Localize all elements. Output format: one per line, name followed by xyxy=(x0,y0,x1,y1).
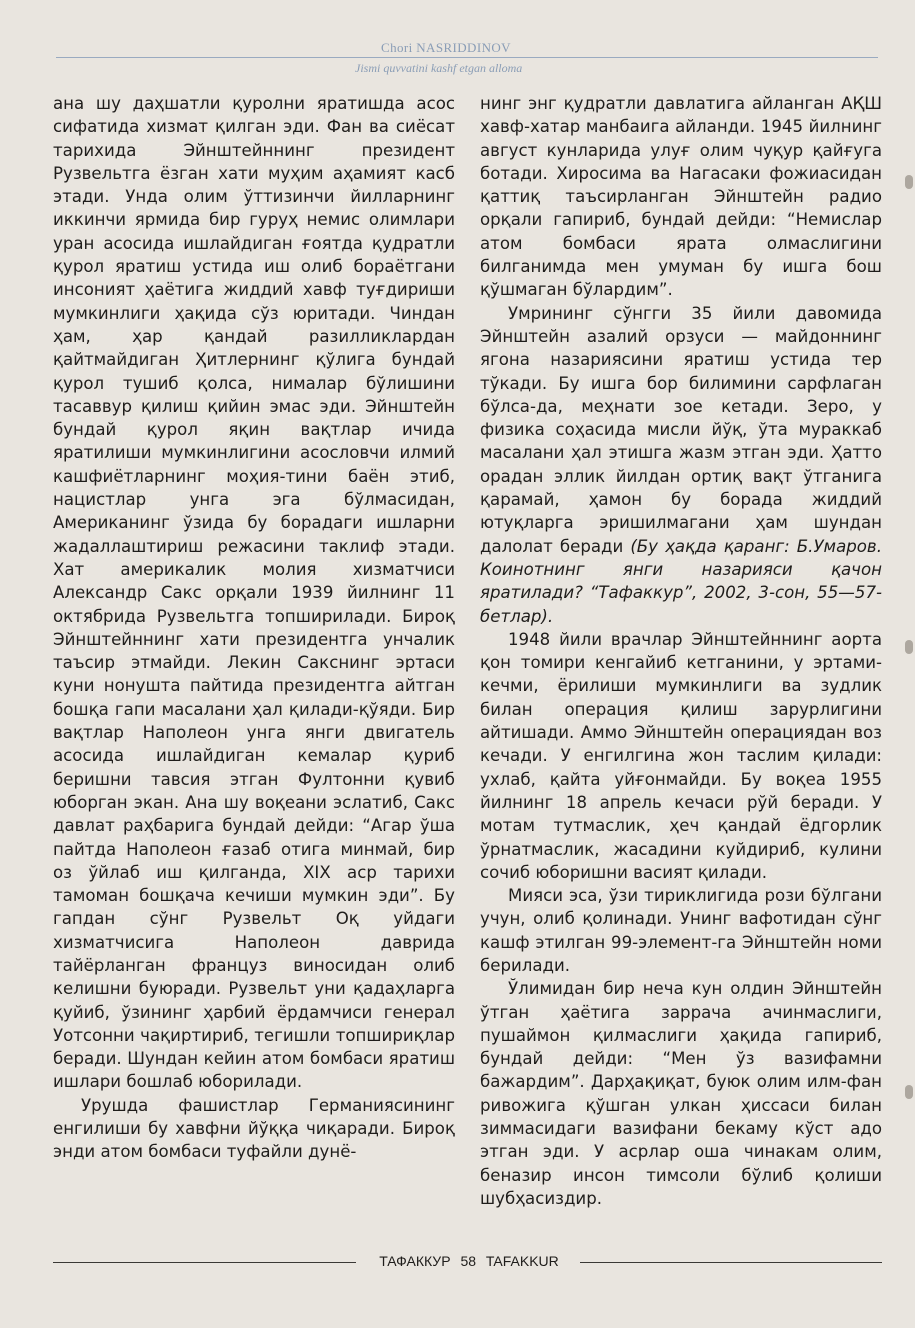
left-column xyxy=(53,92,455,1164)
header-subtitle: Jismi quvvatini kashf etgan alloma xyxy=(355,61,523,75)
paragraph: Урушда фашистлар Германиясининг енгилиши бу хавфни йўққа чиқаради. Бироқ энди атом бомбаси туфайли дунё- xyxy=(53,1095,455,1162)
running-header xyxy=(0,0,915,90)
paragraph-text: Умрининг сўнгги 35 йили давомида Эйнштейн азалий орзуси — майдоннинг ягона назариясини яратиш устида тер тўкади. Бу ишга бор билимини сарфлаган бўлса-да, меҳнати зое кетади. Зеро, у физика соҳасида мисли йўқ, ўта мураккаб масалани ҳал этишга жазм этган эди. Ҳатто орадан эллик йилдан ортиқ вақт ўтганига қарамай, ҳамон бу борада жиддий ютуқларга эришилмагани ҳам шундан далолат беради xyxy=(480,303,882,556)
punch-hole-mark xyxy=(905,1085,913,1099)
reference-citation: (Бу ҳақда қаранг: Б.Умаров. Коинотнинг янги назарияси қачон яратилади? “Тафаккур”, 2002, 3-сон, 55—57-бетлар). xyxy=(480,536,882,626)
header-rule xyxy=(56,57,878,58)
header-author: Chori NASRIDDINOV xyxy=(381,40,511,55)
page-number: 58 xyxy=(460,1253,477,1269)
footer-label xyxy=(364,1253,574,1269)
punch-hole-mark xyxy=(905,640,913,654)
footer-rule-right xyxy=(580,1262,882,1263)
paragraph: Мияси эса, ўзи тириклигида рози бўлгани учун, олиб қолинади. Унинг вафотидан сўнг кашф этилган 99-элемент-га Эйнштейн номи берилади. xyxy=(480,886,882,975)
paragraph: ана шу даҳшатли қуролни яратишда асос сифатида хизмат қилган эди. Фан ва сиёсат тарихида Эйнштейннинг президент Рузвельтга ёзган хати муҳим аҳамият касб этади. Унда олим ўттизинчи йилларнинг иккинчи ярмида бир гуруҳ немис олимлари уран асосида ишлайдиган ғоятда қудратли қурол яратиш устида иш олиб бораётгани инсоният ҳаётига жиддий хавф туғдириши мумкинлиги ҳақида сўз юритади. Чиндан ҳам, ҳар қандай разилликлардан қайтмайдиган Ҳитлернинг қўлига бундай қурол тушиб қолса, нималар бўлишини тасаввур қилиш қийин эмас эди. Эйнштейн бундай қурол яқин вақтлар ичида яратилиши мумкинлигини асословчи илмий кашфиётларнинг моҳия-тини баён этиб, нацистлар унга эга бўлмасидан, Американинг ўзида бу борадаги ишларни жадаллаштириш режасини таклиф этади. Хат америкалик молия хизматчиси Александр Сакс орқали 1939 йилнинг 11 октябрида Рузвельтга топширилади. Бироқ Эйнштейннинг хати президентга унчалик таъсир этмайди. Лекин Сакснинг эртаси куни нонушта пайтида президентга айтган бошқа гапи масалани ҳал қилади-қўяди. Бир вақтлар Наполеон унга янги двигатель асосида ишлайдиган кемалар қуриб беришни тавсия этган Фултонни қувиб юборган экан. Ана шу воқеани эслатиб, Сакс давлат раҳбарига бундай дейди: “Агар ўша пайтда Наполеон ғазаб отига минмай, бир оз ўйлаб иш қилганда, XIX аср тарихи тамоман бошқача кечиши мумкин эди”. Бу гапдан сўнг Рузвельт Оқ уйдаги хизматчисига Наполеон даврида тайёрланган француз виносидан олиб келишни буюради. Рузвельт уни қадаҳларга қуйиб, ўзининг ҳарбий ёрдамчиси генерал Уотсонни чақиртириб, тегишли топшириқлар беради. Шундан кейин атом бомбаси яратиш ишлари бошлаб юборилади. xyxy=(53,94,455,1092)
footer-journal-latin: TAFAKKUR xyxy=(485,1253,559,1269)
right-column xyxy=(480,92,882,1210)
page-footer xyxy=(0,1250,915,1274)
paragraph xyxy=(480,302,882,628)
footer-journal-cyrillic: ТАФАККУР xyxy=(379,1253,451,1269)
paragraph: нинг энг қудратли давлатига айланган АҚШ хавф-хатар манбаига айланди. 1945 йилнинг август кунларида улуғ олим чуқур қайғуга ботади. Хиросима ва Нагасаки фожиасидан қаттиқ таъсирланган Эйнштейн радио орқали гапириб, бундай дейди: “Немислар атом бомбаси ярата олмаслигини билганимда мен умуман бу ишга бош қўшмаган бўлардим”. xyxy=(480,94,882,300)
footer-rule-left xyxy=(53,1262,356,1263)
paragraph: 1948 йили врачлар Эйнштейннинг аорта қон томири кенгайиб кетганини, у эртами-кечми, ёрилиши мумкинлиги ва зудлик билан операция қилиш зарурлигини айтишади. Аммо Эйнштейн операциядан воз кечади. У енгилгина жон таслим қилади: ухлаб, қайта уйғонмайди. Бу воқеа 1955 йилнинг 18 апрель кечаси рўй беради. У мотам тутмаслик, ҳеч қандай ёдгорлик ўрнатмаслик, жасадини куйдириб, кулини сочиб юборишни васият қилади. xyxy=(480,629,882,882)
paragraph: Ўлимидан бир неча кун олдин Эйнштейн ўтган ҳаётига заррача ачинмаслиги, пушаймон қилмаслиги ҳақида гапириб, бундай дейди: “Мен ўз вазифамни бажардим”. Дарҳақиқат, буюк олим илм-фан ривожига қўшган улкан ҳиссаси билан зиммасидаги вазифани бекаму кўст адо этган эди. У асрлар оша чинакам олим, беназир инсон тимсоли бўлиб қолиши шубҳасиздир. xyxy=(480,979,882,1208)
punch-hole-mark xyxy=(905,175,913,189)
